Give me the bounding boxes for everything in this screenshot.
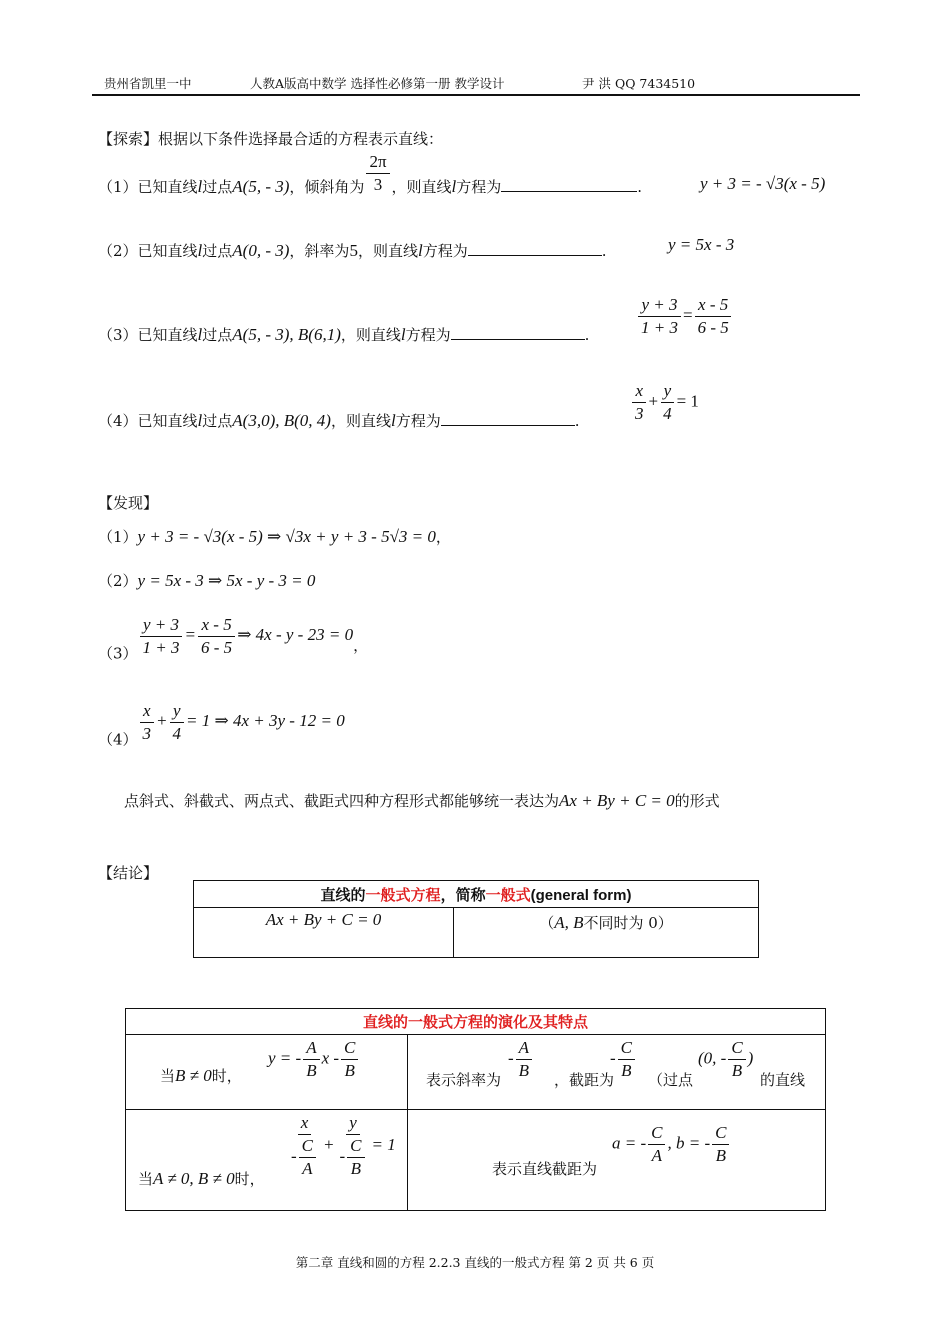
discover-summary: 点斜式、斜截式、两点式、截距式四种方程形式都能够统一表达为Ax + By + C = 0的形式 [124, 791, 720, 810]
explore-q1: （1）已知直线l过点A(5, - 3)，倾斜角为 $\frac{2\pi}{3}$ ，则直线l方程为 . [98, 151, 643, 196]
q1-tail: ，则直线 [391, 178, 452, 196]
evolution-title-cell: 直线的一般式方程的演化及其特点 [125, 1008, 826, 1035]
q1-var: l [197, 177, 203, 196]
q1-mid: ，倾斜角为 [289, 178, 365, 196]
q3-blank[interactable] [451, 325, 585, 340]
q1-pass: 过点 [202, 178, 233, 196]
q1-angle: $\frac{2\pi}{3}$ [366, 151, 389, 196]
discover-d2: （2）y = 5x - 3 ⇒ 5x - y - 3 = 0 [98, 571, 316, 590]
evolution-r1-right: 表示斜率为 - $\frac{A}{B}$ ，截距为 - $\frac{C}{B}$ （过点 (0, - $\frac{C}{B}$ ) 的直线 [407, 1034, 826, 1110]
discover-d4: （4） $\frac{x}{3}$ + $\frac{y}{4}$ = 1 ⇒ 4x + 3y - 12 = 0 [98, 701, 345, 749]
q1-answer: y + 3 = - √3(x - 5) [700, 174, 826, 193]
q1-text: （1）已知直线 [98, 178, 198, 196]
conclusion-cond-cell: （A, B不同时为 0） [453, 907, 759, 958]
q1-blank[interactable] [501, 177, 637, 192]
q2-slope: 5 [349, 241, 358, 260]
q2-answer: y = 5x - 3 [668, 235, 735, 254]
q3-answer: $\frac{y + 3}{1 + 3}$ = $\frac{x - 5}{6 - 5}$ [636, 294, 734, 339]
page-header [92, 74, 860, 96]
conclusion-heading: 【结论】 [98, 864, 159, 882]
discover-d1: （1）y + 3 = - √3(x - 5) ⇒ √3x + y + 3 - 5√3 = 0， [98, 527, 451, 546]
evolution-r2-left: 当A ≠ 0, B ≠ 0时， x - $\frac{C}{A}$ + y - $\frac{C}{B}$ = 1 [125, 1109, 408, 1211]
discover-d3: （3） $\frac{y + 3}{1 + 3}$ = $\frac{x - 5}{6 - 5}$ ⇒ 4x - y - 23 = 0， [98, 615, 369, 663]
evolution-r2-right: 表示直线截距为 a = - $\frac{C}{A}$ , b = - $\frac{C}{B}$ [407, 1109, 826, 1211]
conclusion-eq-cell: Ax + By + C = 0 [193, 907, 454, 958]
q4-point: A(3,0), B(0, 4) [232, 411, 331, 430]
header-book: 人教A版高中数学 选择性必修第一册 教学设计 [250, 76, 505, 91]
q4-answer: $\frac{x}{3}$ + $\frac{y}{4}$ = 1 [630, 380, 699, 425]
discover-heading: 【发现】 [98, 494, 159, 512]
page-footer: 第二章 直线和圆的方程 2.2.3 直线的一般式方程 第 2 页 共 6 页 [295, 1255, 655, 1270]
conclusion-title-cell: 直线的一般式方程，简称一般式(general form) [193, 880, 759, 908]
q2-point: A(0, - 3) [232, 241, 290, 260]
evolution-r1-left: 当B ≠ 0时， y = - $\frac{A}{B}$ x - $\frac{C}{B}$ [125, 1034, 408, 1110]
explore-q3: （3）已知直线l过点A(5, - 3), B(6,1)，则直线l方程为 . [98, 325, 590, 344]
explore-q2: （2）已知直线l过点A(0, - 3)，斜率为5，则直线l方程为 . [98, 241, 607, 260]
q2-blank[interactable] [468, 241, 602, 256]
header-author: 尹 洪 QQ 7434510 [582, 76, 696, 91]
header-school: 贵州省凯里一中 [104, 76, 192, 91]
q4-blank[interactable] [441, 411, 575, 426]
explore-q4: （4）已知直线l过点A(3,0), B(0, 4)，则直线l方程为 . [98, 411, 580, 430]
q1-point: A(5, - 3) [232, 177, 290, 196]
q3-point: A(5, - 3), B(6,1) [232, 325, 341, 344]
explore-heading: 【探索】根据以下条件选择最合适的方程表示直线： [98, 130, 444, 148]
